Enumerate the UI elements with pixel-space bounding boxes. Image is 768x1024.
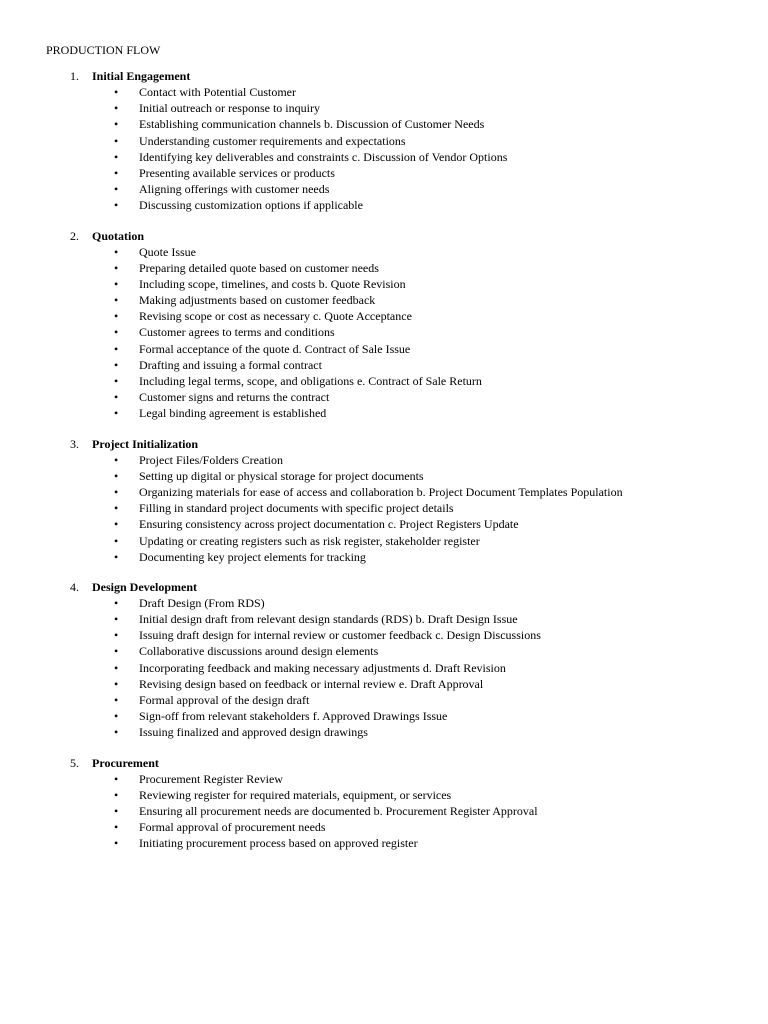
section-number: 2. [70, 228, 79, 243]
list-item-text: Aligning offerings with customer needs [139, 182, 330, 197]
bullet-icon: • [114, 628, 119, 643]
list-item [0, 308, 768, 324]
list-item [0, 116, 768, 132]
bullet-icon: • [114, 117, 119, 132]
bullet-list [0, 244, 768, 422]
section-2 [0, 228, 768, 422]
list-item [0, 484, 768, 500]
section-title: Project Initialization [92, 436, 199, 451]
list-item-text: Ensuring consistency across project documentation c. Project Registers Update [139, 517, 519, 532]
section-title: Quotation [92, 228, 145, 243]
document-title: PRODUCTION FLOW [46, 43, 161, 57]
list-item [0, 627, 768, 643]
bullet-icon: • [114, 406, 119, 421]
section-number: 4. [70, 579, 79, 594]
list-item [0, 533, 768, 549]
bullet-list [0, 595, 768, 741]
list-item [0, 197, 768, 213]
list-item-text: Reviewing register for required materials, equipment, or services [139, 787, 452, 802]
section-5 [0, 755, 768, 852]
list-item-text: Draft Design (From RDS) [139, 595, 265, 610]
list-item-text: Legal binding agreement is established [139, 406, 327, 421]
bullet-icon: • [114, 198, 119, 213]
section-4 [0, 579, 768, 741]
list-item-text: Customer agrees to terms and conditions [139, 325, 335, 340]
bullet-icon: • [114, 771, 119, 786]
bullet-icon: • [114, 725, 119, 740]
list-item-text: Contact with Potential Customer [139, 85, 296, 99]
list-item-text: Identifying key deliverables and constraints c. Discussion of Vendor Options [139, 149, 508, 164]
list-item-text: Procurement Register Review [139, 771, 283, 786]
list-item [0, 692, 768, 708]
list-item-text: Discussing customization options if applicable [139, 198, 363, 213]
list-item-text: Customer signs and returns the contract [139, 390, 330, 405]
bullet-icon: • [114, 244, 119, 259]
list-item [0, 149, 768, 165]
list-item-text: Initial outreach or response to inquiry [139, 101, 320, 116]
bullet-icon: • [114, 612, 119, 627]
list-item-text: Issuing finalized and approved design drawings [139, 725, 368, 740]
bullet-icon: • [114, 820, 119, 835]
list-item [0, 244, 768, 260]
bullet-icon: • [114, 341, 119, 356]
bullet-icon: • [114, 165, 119, 180]
bullet-icon: • [114, 276, 119, 291]
list-item [0, 324, 768, 340]
list-item [0, 643, 768, 659]
list-item-text: Project Files/Folders Creation [139, 452, 283, 467]
bullet-icon: • [114, 803, 119, 818]
list-item-text: Setting up digital or physical storage for project documents [139, 468, 424, 483]
bullet-icon: • [114, 293, 119, 308]
list-item-text: Quote Issue [139, 244, 196, 259]
list-item [0, 260, 768, 276]
list-item [0, 292, 768, 308]
list-item [0, 165, 768, 181]
list-item [0, 373, 768, 389]
list-item-text: Formal acceptance of the quote d. Contract of Sale Issue [139, 341, 411, 356]
bullet-icon: • [114, 484, 119, 499]
bullet-icon: • [114, 517, 119, 532]
list-item-text: Drafting and issuing a formal contract [139, 357, 322, 372]
list-item [0, 676, 768, 692]
bullet-icon: • [114, 676, 119, 691]
section-number: 1. [70, 69, 79, 83]
list-item [0, 276, 768, 292]
list-item [0, 341, 768, 357]
bullet-icon: • [114, 260, 119, 275]
bullet-icon: • [114, 693, 119, 707]
list-item-text: Organizing materials for ease of access and collaboration b. Project Document Templates Population [139, 484, 623, 499]
bullet-list [0, 84, 768, 214]
bullet-icon: • [114, 357, 119, 372]
list-item [0, 357, 768, 373]
list-item-text: Making adjustments based on customer feedback [139, 293, 376, 308]
list-item-text: Revising scope or cost as necessary c. Quote Acceptance [139, 309, 412, 324]
list-item-text: Incorporating feedback and making necessary adjustments d. Draft Revision [139, 660, 506, 675]
bullet-icon: • [114, 660, 119, 675]
section-heading [0, 228, 768, 244]
list-item [0, 724, 768, 740]
list-item-text: Formal approval of procurement needs [139, 820, 326, 835]
bullet-icon: • [114, 182, 119, 197]
list-item [0, 771, 768, 787]
bullet-icon: • [114, 549, 119, 564]
bullet-icon: • [114, 595, 119, 610]
list-item-text: Including legal terms, scope, and obligations e. Contract of Sale Return [139, 374, 482, 388]
list-item-text: Filling in standard project documents with specific project details [139, 501, 454, 516]
section-heading [0, 579, 768, 595]
bullet-icon: • [114, 101, 119, 116]
section-heading [0, 436, 768, 452]
section-title: Procurement [92, 755, 159, 770]
bullet-icon: • [114, 836, 119, 851]
list-item-text: Initial design draft from relevant design standards (RDS) b. Draft Design Issue [139, 612, 518, 627]
list-item [0, 660, 768, 676]
bullet-list [0, 452, 768, 565]
list-item-text: Formal approval of the design draft [139, 693, 310, 707]
bullet-list [0, 771, 768, 852]
list-item [0, 708, 768, 724]
list-item [0, 181, 768, 197]
bullet-icon: • [114, 133, 119, 148]
sections-list [0, 68, 768, 852]
bullet-icon: • [114, 325, 119, 340]
list-item-text: Issuing draft design for internal review or customer feedback c. Design Discussions [139, 628, 541, 643]
list-item-text: Preparing detailed quote based on customer needs [139, 260, 379, 275]
list-item-text: Updating or creating registers such as risk register, stakeholder register [139, 533, 480, 548]
list-item [0, 100, 768, 116]
bullet-icon: • [114, 452, 119, 467]
section-title: Initial Engagement [92, 69, 191, 83]
section-heading [0, 755, 768, 771]
list-item [0, 787, 768, 803]
list-item [0, 595, 768, 611]
section-number: 5. [70, 755, 79, 770]
list-item-text: Establishing communication channels b. Discussion of Customer Needs [139, 117, 485, 132]
list-item-text: Including scope, timelines, and costs b. Quote Revision [139, 276, 406, 291]
list-item-text: Initiating procurement process based on approved register [139, 836, 418, 851]
list-item-text: Documenting key project elements for tracking [139, 549, 366, 564]
bullet-icon: • [114, 390, 119, 405]
list-item [0, 500, 768, 516]
bullet-icon: • [114, 533, 119, 548]
section-number: 3. [70, 436, 79, 451]
list-item-text: Ensuring all procurement needs are documented b. Procurement Register Approval [139, 803, 538, 818]
list-item-text: Collaborative discussions around design elements [139, 644, 379, 659]
bullet-icon: • [114, 468, 119, 483]
list-item [0, 133, 768, 149]
list-item [0, 835, 768, 851]
bullet-icon: • [114, 85, 119, 99]
list-item [0, 549, 768, 565]
bullet-icon: • [114, 149, 119, 164]
bullet-icon: • [114, 501, 119, 516]
bullet-icon: • [114, 709, 119, 724]
bullet-icon: • [114, 644, 119, 659]
section-heading [0, 68, 768, 84]
list-item [0, 84, 768, 100]
list-item-text: Understanding customer requirements and expectations [139, 133, 406, 148]
list-item [0, 452, 768, 468]
bullet-icon: • [114, 309, 119, 324]
section-3 [0, 436, 768, 565]
list-item-text: Presenting available services or products [139, 165, 335, 180]
list-item-text: Revising design based on feedback or internal review e. Draft Approval [139, 676, 484, 691]
list-item-text: Sign-off from relevant stakeholders f. Approved Drawings Issue [139, 709, 448, 724]
list-item [0, 803, 768, 819]
list-item [0, 611, 768, 627]
bullet-icon: • [114, 787, 119, 802]
section-title: Design Development [92, 579, 197, 594]
list-item [0, 468, 768, 484]
bullet-icon: • [114, 374, 119, 388]
list-item [0, 389, 768, 405]
list-item [0, 819, 768, 835]
list-item [0, 405, 768, 421]
section-1 [0, 68, 768, 214]
list-item [0, 516, 768, 532]
